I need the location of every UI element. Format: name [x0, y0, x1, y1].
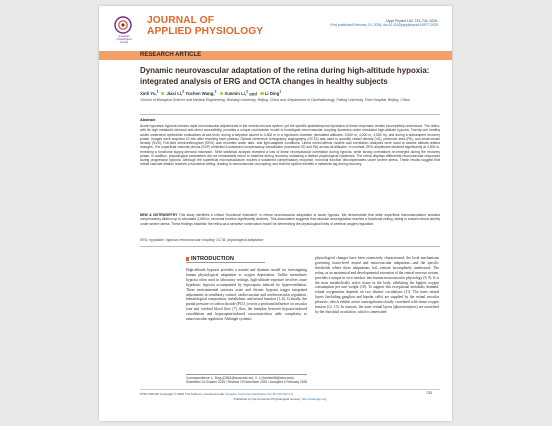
keywords: ERG; hypobaric; hypoxia; neurovascular coupling; OCTA; physiological adaptation: [140, 238, 264, 242]
submission-dates: Submitted 14 October 2025 / Revised 19 November 2025 / Accepted 4 February 2026: [186, 380, 308, 385]
introduction-heading: INTRODUCTION: [191, 256, 234, 262]
author[interactable]: Yuchen Wang,$^2$: [185, 90, 217, 97]
article-page: [99, 6, 452, 421]
doi-link[interactable]: First published February 10, 2026; doi:10.1152/japplphysiol.00977.2025: [330, 23, 438, 28]
new-noteworthy: [140, 213, 440, 226]
section-marker: [186, 257, 189, 261]
affiliations: ¹School of Biological Science and Medical Engineering, Beihang University, Beijing, China and ²Department of Ophthalmology, Peking University Third Hospital, Beijing, China: [140, 98, 410, 102]
orcid-icon[interactable]: [260, 92, 264, 96]
correspondence: [186, 376, 386, 384]
introduction-column-1: High-altitude hypoxia provides a natural and dynamic model for investigating human physiological adaptation to oxygen deprivation. Unlike normobaric hypoxia often used in laboratory settings, high-altitude exposure involves acute hypobaric hypoxia accompanied by hypocapnia induced by hyperventilation. These environmental stressors acute and chronic hypoxia trigger integrated adjustments in ventilatory control, cardiovascular and cerebrovascular regulation, hematological composition, metabolism, and neural function (1–6). Critically, the partial pressure of carbon dioxide (PCO₂) exerts a profound influence on vascular tone and cerebral blood flow (7), thus, the interplay between hypoxia-induced vasodilation and hypocapnia-induced vasoconstriction adds complexity to neurovascular regulation. Although systemic: [186, 268, 307, 322]
divider: [140, 246, 440, 247]
section-rule: [186, 262, 265, 263]
orcid-icon[interactable]: [220, 92, 224, 96]
author-conjunction: and: [249, 91, 257, 97]
article-title: Dynamic neurovascular adaptation of the retina during high-altitude hypoxia: integrated analysis of ERG and OCTA changes in healthy subjects: [140, 66, 430, 86]
new-noteworthy-heading: NEW & NOTEWORTHY: [140, 213, 178, 217]
new-noteworthy-text: This study identifies a critical "functional mismatch" in retinal neurovascular adaptation to acute hypoxia. We demonstrate that while superficial microvasculature sustains compensatory dilation up to simulated 4,500 m, neuronal function significantly declines. This dissociation suggests that vascular autoregulation reaches a functional ceiling, failing to sustain neural activity under severe stress. These findings establish the retina as a sensitive noninvasive model for determining the physiological limits of cerebral oxygen regulation.: [140, 213, 440, 226]
journal-citation: J Appl Physiol 140: 733–744, 2026. First published February 10, 2026; doi:10.1152/japplphysiol.00977.2025: [318, 19, 438, 28]
footer-divider: [140, 389, 440, 390]
author-list: [140, 90, 440, 97]
journal-url-link[interactable]: http://www.jap.org: [301, 397, 327, 401]
author[interactable]: Jiaxi Li,$^2$: [166, 90, 185, 97]
introduction-column-2: physiological changes have been extensively characterized, the local mechanisms governing tissue-level neural and microvascular adaptation—and the specific thresholds where these adaptations fail—remain incompletely understood. The retina, as an anatomical and developmental extension of the central nervous system, provides a unique in vivo window into human neurovascular physiology (8, 9). It is the most metabolically active tissue in the body, exhibiting the highest oxygen consumption per unit weight (10). To support this exceptional metabolic demand, retinal oxygenation depends on two distinct circulations (11). The inner retinal layers (including ganglion and bipolar cells) are supplied by the retinal vascular plexuses, which exhibit active autoregulation closely correlated with tissue oxygen tension (12, 13). In contrast, the outer retinal layers (photoreceptors) are nourished by the choroidal circulation, which is innervated: [315, 256, 439, 314]
correspondence-text: Correspondence: L. Ding (DING@buaa.edu.cn); X. Li (lxmlxm66@sina.com).: [186, 376, 295, 380]
publisher-logo-text: american physiological society: [116, 35, 132, 45]
author[interactable]: Xuemin Li,$^2$: [218, 91, 248, 96]
author[interactable]: Li Ding$^1$: [258, 91, 281, 96]
license-line: 8750-7587/26 Copyright © 2026 The Authors. Licensed under Creative Commons Attribution CC-BY-NC-ND 4.0.: [140, 392, 294, 396]
page-number: 733: [426, 391, 432, 395]
publisher-line: Published by the American Physiological Society. http://www.jap.org: [233, 397, 327, 401]
aps-logo-icon: [112, 15, 134, 35]
license-link[interactable]: Creative Commons Attribution CC-BY-NC-ND 4.0.: [225, 392, 294, 396]
divider: [140, 114, 440, 115]
abstract-heading: Abstract: [140, 118, 156, 122]
divider: [186, 374, 307, 375]
journal-name: JOURNAL OF APPLIED PHYSIOLOGY: [147, 15, 264, 37]
abstract-text: Acute hypobaric hypoxia induces rapid neurovascular adjustments in the central nervous system, yet the specific spatiotemporal dynamics of these responses remain incompletely understood. The retina, with its high metabolic demand and direct accessibility, provides a unique noninvasive model to investigate neurovascular coupling dynamics under simulated high-altitude hypoxia. Twenty-one healthy adults underwent ophthalmic evaluations at sea level, during a stepwise ascent to 4,500 m in a hypobaric chamber (simulated altitudes: 3,500 m, 4,000 m, 4,500 m), and during a subsequent recovery phase. Images were acquired 10 min after reaching each plateau. Optical coherence tomography angiography (OCTA) was used to quantify vessel density (VD), perfusion area (PA), and small-vessel density (SVD). Full-field electroretinogram (ERG) was recorded under dark- and light-adapted conditions. Linear mixed-effects models and correlation analyses were used to assess altitude-related changes. The superficial vascular plexus (SVP) exhibited a sustained compensatory vasodilation (increased VD and PA) across all altitudes. In contrast, ERG amplitudes declined significantly at 4,500 m, revealing a functional supply-demand mismatch. Strict statistical analysis revealed a loss of linear neurovascular correlation during hypoxia, while strong correlations re-emerged during the recovery phase. In addition, physiological parameters did not immediately return to baseline during recovery, indicating a distinct physiological hysteresis. The retina displays differential neurovascular responses during progressive hypoxia. Although the superficial microvasculature mounts a sustained compensatory response, neuronal function decompensates under severe stress. These results suggest that retinal vascular dilation reaches a functional ceiling, leading to neurovascular uncoupling, and that the system exhibits a metabolic lag during recovery.: [140, 124, 440, 167]
orcid-icon[interactable]: [161, 92, 165, 96]
article-type-label: RESEARCH ARTICLE: [140, 52, 202, 58]
author[interactable]: Xinli Yu,$^1$: [140, 91, 165, 96]
